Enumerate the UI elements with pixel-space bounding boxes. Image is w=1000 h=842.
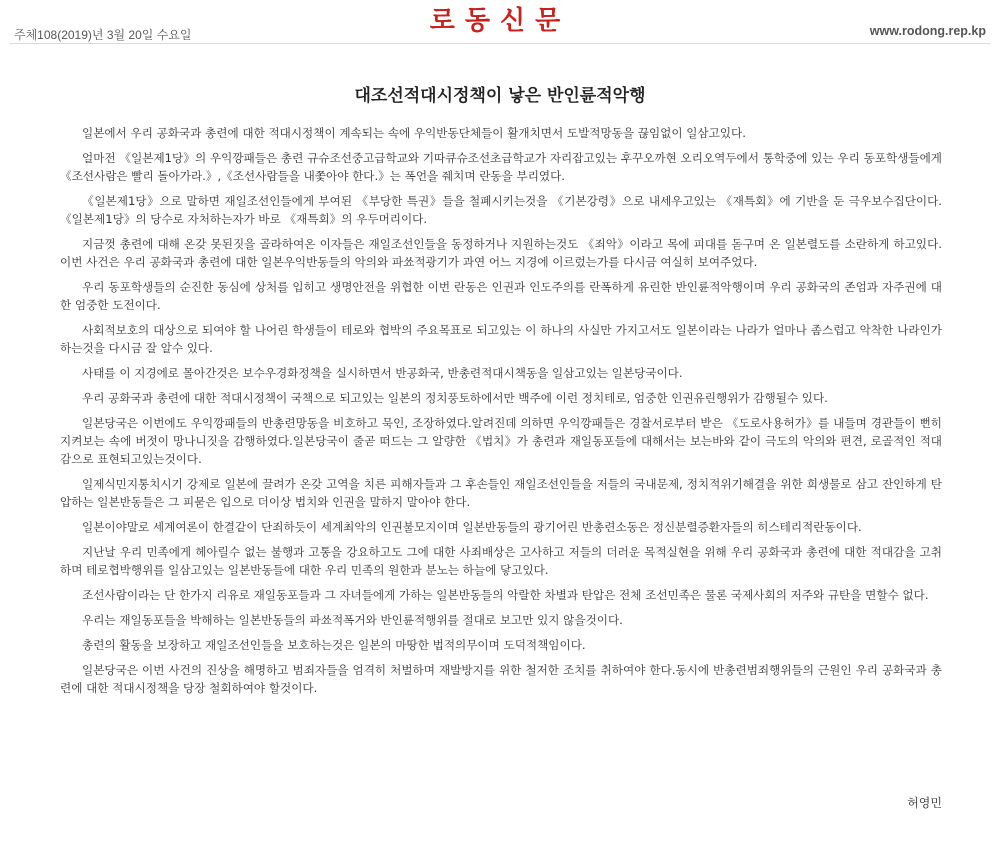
article-paragraph: 우리는 재일동포들을 박해하는 일본반동들의 파쑈적폭거와 반인륜적행위를 절대로 보고만 있지 않을것이다. <box>82 613 623 627</box>
page-header <box>0 0 1000 44</box>
article-paragraph: 《일본제1당》으로 말하면 재일조선인들에게 부여된 《부당한 특권》들을 철폐시키는것을 《기본강령》으로 내세우고있는 《재특회》에 기반을 둔 극우보수집단이다.《일본제1당》의 당수로 자처하는자가 바로 《재특회》의 우두머리이다. <box>60 194 942 226</box>
article-title: 대조선적대시정책이 낳은 반인륜적악행 <box>354 86 646 107</box>
article-paragraph: 조선사람이라는 단 한가지 리유로 재일동포들과 그 자녀들에게 가하는 일본반동들의 악랄한 차별과 탄압은 전체 조선민족은 물론 국제사회의 저주와 규탄을 면할수 없다. <box>82 588 929 602</box>
article-paragraph: 일본이야말로 세계여론이 한결같이 단죄하듯이 세계최악의 인권불모지이며 일본반동들의 광기어린 반총련소동은 정신분렬증환자들의 히스테리적란동이다. <box>82 520 862 534</box>
site-url-link[interactable]: www.rodong.rep.kp <box>869 24 986 38</box>
article-paragraph: 지난날 우리 민족에게 헤아릴수 없는 불행과 고통을 강요하고도 그에 대한 사죄배상은 고사하고 저들의 더러운 목적실현을 위해 우리 공화국과 총련에 대한 적대감을 고취하며 테로협박행위를 일삼고있는 일본반동들에 대한 우리 민족의 원한과 분노는 하늘에 닿고있다. <box>60 545 942 577</box>
header-divider <box>10 43 990 44</box>
article-paragraph: 일제식민지통치시기 강제로 일본에 끌려가 온갖 고역을 치른 피해자들과 그 후손들인 재일조선인들을 저들의 국내문제, 정치적위기해결을 위한 희생물로 삼고 잔인하게 탄압하는 일본반동들은 그 피묻은 입으로 더이상 법치와 인권을 말하지 말아야 한다. <box>60 477 942 509</box>
article-paragraph: 얼마전 《일본제1당》의 우익깡패들은 총련 규슈조선중고급학교와 기따큐슈조선초급학교가 자리잡고있는 후꾸오까현 오리오역두에서 통학중에 있는 우리 동포학생들에게 《조선사람은 빨리 돌아가라.》,《조선사람들을 내쫓아야 한다.》는 폭언을 줴치며 란동을 부리였다. <box>60 151 942 183</box>
article-paragraph: 일본에서 우리 공화국과 총련에 대한 적대시정책이 계속되는 속에 우익반동단체들이 활개치면서 도발적망동을 끊임없이 일삼고있다. <box>82 126 746 140</box>
article-paragraph: 총련의 활동을 보장하고 재일조선인들을 보호하는것은 일본의 마땅한 법적의무이며 도덕적책임이다. <box>82 638 586 652</box>
article-paragraph: 지금껏 총련에 대해 온갖 못된짓을 골라하여온 이자들은 재일조선인들을 동정하거나 지원하는것도 《죄악》이라고 목에 피대를 돋구며 온 일본렬도를 소란하게 하고있다.이번 사건은 우리 공화국과 총련에 대한 일본우익반동들의 악의와 파쑈적광기가 과연 어느 지경에 이르렀는가를 다시금 여실히 보여주었다. <box>60 237 942 269</box>
article-body <box>60 124 942 704</box>
article-paragraph: 우리 공화국과 총련에 대한 적대시정책이 국책으로 되고있는 일본의 정치풍토하에서만 백주에 이런 정치테로, 엄중한 인권유린행위가 감행될수 있다. <box>82 391 828 405</box>
article-paragraph: 사태를 이 지경에로 몰아간것은 보수우경화정책을 실시하면서 반공화국, 반총련적대시책동을 일삼고있는 일본당국이다. <box>82 366 683 380</box>
publication-date: 주체108(2019)년 3월 20일 수요일 <box>14 28 192 42</box>
newspaper-masthead-logo[interactable]: 로동신문 <box>429 6 571 36</box>
article-paragraph: 우리 동포학생들의 순진한 동심에 상처를 입히고 생명안전을 위협한 이번 란동은 인권과 인도주의를 란폭하게 유린한 반인륜적악행이며 우리 공화국의 존엄과 자주권에 대한 엄중한 도전이다. <box>60 280 942 312</box>
article-paragraph: 일본당국은 이번 사건의 진상을 해명하고 범죄자들을 엄격히 처벌하며 재발방지를 위한 철저한 조치를 취하여야 한다.동시에 반총련범죄행위들의 근원인 우리 공화국과 총련에 대한 적대시정책을 당장 철회하여야 할것이다. <box>60 663 942 695</box>
article-author: 허영민 <box>907 796 942 810</box>
article-paragraph: 일본당국은 이번에도 우익깡패들의 반총련망동을 비호하고 묵인, 조장하였다.알려진데 의하면 우익깡패들은 경찰서로부터 받은 《도로사용허가》를 내들며 경관들이 뻔히 지켜보는 속에 버젓이 망나니짓을 감행하였다.일본당국이 줄곧 떠드는 그 알량한 《법치》가 총련과 재일동포들에 대해서는 보는바와 같이 극도의 악의와 편견, 로골적인 적대감으로 표현되고있는것이다. <box>60 416 942 466</box>
article-paragraph: 사회적보호의 대상으로 되여야 할 나어린 학생들이 테로와 협박의 주요목표로 되고있는 이 하나의 사실만 가지고서도 일본이라는 나라가 얼마나 좀스럽고 악착한 나라인가 하는것을 다시금 잘 알수 있다. <box>60 323 942 355</box>
